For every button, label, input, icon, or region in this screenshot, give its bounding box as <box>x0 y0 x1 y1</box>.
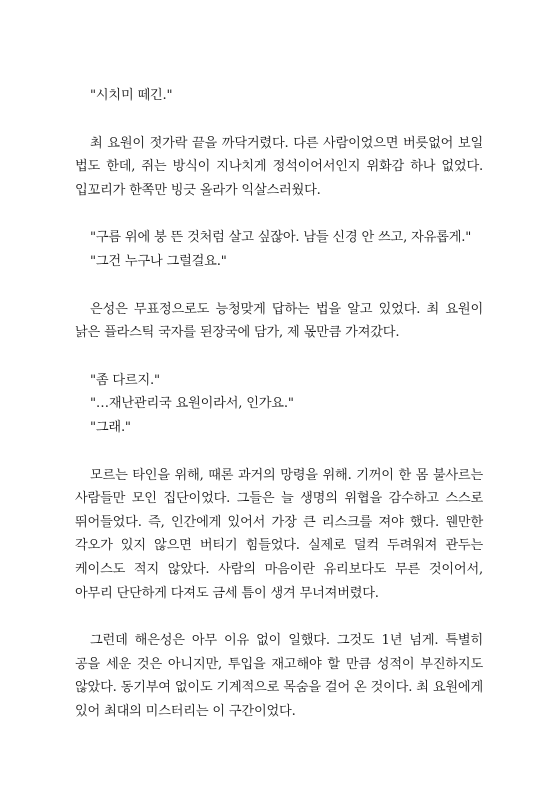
dialogue-line: "…재난관리국 요원이라서, 인가요." <box>90 396 294 412</box>
paragraph-gap <box>75 605 483 629</box>
narrative-paragraph: 그런데 해은성은 아무 이유 없이 일했다. 그것도 1년 넘게. 특별히 공을 세운 것은 아니지만, 투입을 재고해야 할 만큼 성적이 부진하지도 않았다. 동기부여 없이도 기계적으로 목숨을 걸어 온 것이다. 최 요원에게 있어 최대의 미스터리는 이 구간이었다. <box>75 633 483 719</box>
paragraph-gap <box>75 108 483 132</box>
narrative-paragraph: 모르는 타인을 위해, 때론 과거의 망령을 위해. 기꺼이 한 몸 불사르는 사람들만 모인 집단이었다. 그들은 늘 생명의 위협을 감수하고 스스로 뛰어들었다. 즉, 인간에게 있어서 가장 큰 리스크를 져야 했다. 웬만한 각오가 있지 않으면 버티기 힘들었다. 실제로 덜컥 두려워져 관두는 케이스도 적지 않았다. 사람의 마음이란 유리보다도 무른 것이어서, 아무리 단단하게 다져도 금세 틈이 생겨 무너져버렸다. <box>75 467 483 601</box>
paragraph-gap <box>75 345 483 369</box>
narrative-paragraph: 은성은 무표정으로도 능청맞게 답하는 법을 알고 있었다. 최 요원이 낡은 플라스틱 국자를 된장국에 담가, 제 몫만큼 가져갔다. <box>75 301 483 341</box>
dialogue-line: "그건 누구나 그럴걸요." <box>90 253 227 269</box>
document-page <box>75 84 483 723</box>
paragraph-gap <box>75 274 483 298</box>
dialogue-line: "그래." <box>90 419 131 435</box>
narrative-paragraph: 최 요원이 젓가락 끝을 까닥거렸다. 다른 사람이었으면 버릇없어 보일 법도 한데, 쥐는 방식이 지나치게 정석이어서인지 위화감 하나 없었다. 입꼬리가 한쪽만 빙긋 올라가 익살스러웠다. <box>75 135 483 198</box>
paragraph-gap <box>75 202 483 226</box>
paragraph-gap <box>75 440 483 464</box>
dialogue-line: "구름 위에 붕 뜬 것처럼 살고 싶잖아. 남들 신경 안 쓰고, 자유롭게." <box>90 230 472 246</box>
dialogue-line: "시치미 떼긴." <box>90 88 173 103</box>
dialogue-line: "좀 다르지." <box>90 372 160 388</box>
